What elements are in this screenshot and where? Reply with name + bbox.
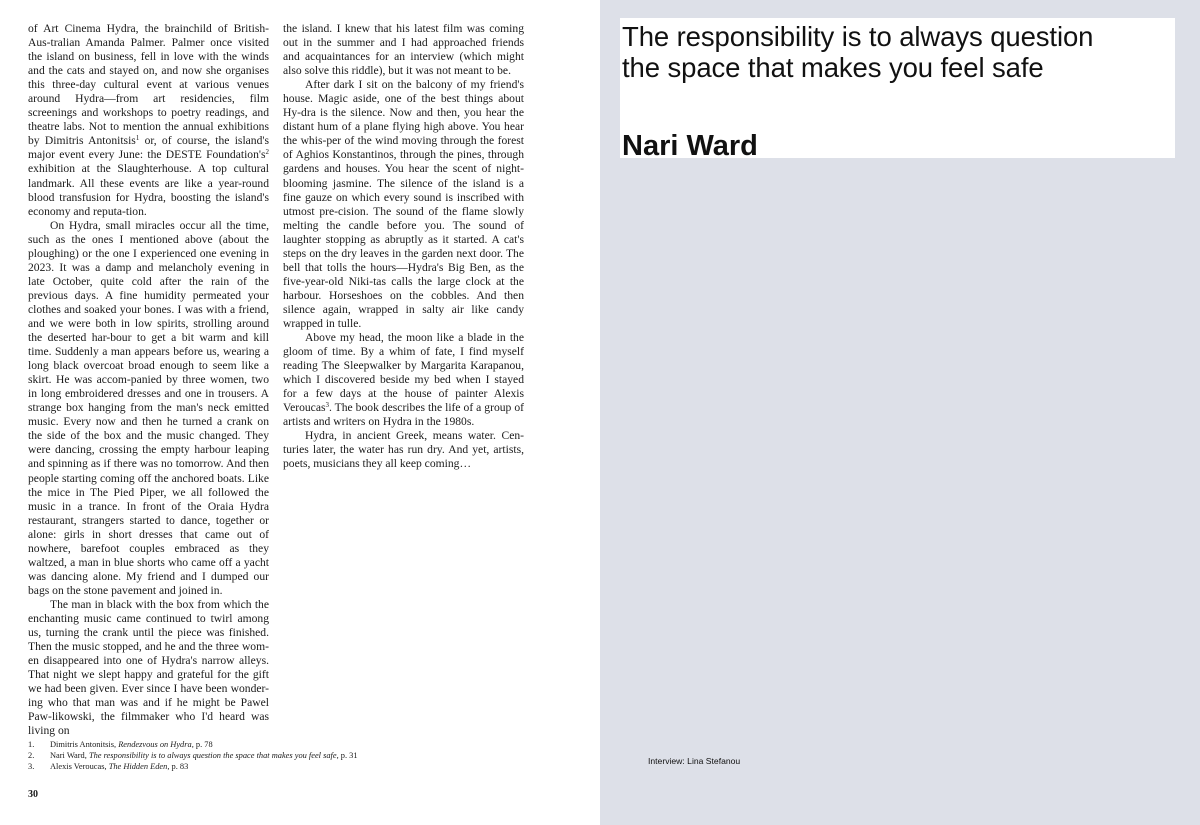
paragraph-text: of Art Cinema Hydra, the brainchild of British-Aus-tralian Amanda Palmer. Palmer once visited the island on business, fell in love with the winds and the cats and stayed on, and now she organises this three-day cultural event at various venues around Hydra—from art residencies, film screenings and workshops to poetry readings, and theatre labs. Not to mention the annual exhibitions by Dimitris Antonitsis xyxy=(28,22,269,148)
footnote-number: 3. xyxy=(28,762,35,771)
article-title xyxy=(622,21,1182,83)
footnote xyxy=(28,739,528,750)
title-line: the space that makes you feel safe xyxy=(622,52,1044,83)
paragraph: the island. I knew that his latest film was coming out in the summer and I had approached friends and acquaintances for an interview (which might also solve this riddle), but it was not meant to be. xyxy=(283,22,524,78)
footnote-text: Alexis Veroucas, The Hidden Eden, p. 83 xyxy=(50,762,189,771)
footnote xyxy=(28,750,528,761)
interview-credit: Interview: Lina Stefanou xyxy=(648,756,741,766)
paragraph-text: or, of course, the island's major event every June: the DESTE Foundation's xyxy=(28,134,269,162)
title-box xyxy=(620,18,1175,162)
text-column-1 xyxy=(28,22,269,738)
footnotes xyxy=(28,739,528,772)
paragraph-text: exhibition at the Slaughterhouse. A top cultural landmark. All these events are like a year-round blood transfusion for Hydra, boosting the island's economy and reputa-tion. xyxy=(28,162,269,218)
right-page xyxy=(600,0,1200,825)
paragraph: Hydra, in ancient Greek, means water. Cen-turies later, the water has run dry. And yet, artists, poets, musicians they all keep coming… xyxy=(283,429,524,471)
footnote-number: 1. xyxy=(28,740,35,749)
footnote-mark: 1 xyxy=(135,134,140,143)
author-name: Nari Ward xyxy=(622,130,758,162)
paragraph xyxy=(283,331,524,429)
title-line: The responsibility is to always question xyxy=(622,21,1094,52)
text-column-2 xyxy=(283,22,524,472)
paragraph xyxy=(28,22,269,219)
paragraph-text: Above my head, the moon like a blade in the gloom of time. By a whim of fate, I find myself reading The Sleepwalker by Margarita Karapanou, which I discovered beside my bed when I stayed for a few days at the house of painter Alexis Veroucas xyxy=(283,331,524,415)
paragraph: After dark I sit on the balcony of my friend's house. Magic aside, one of the best things about Hy-dra is the silence. Now and then, you hear the distant hum of a plane flying high above. You hear the whis-per of the wind moving through the forest of Aghios Konstantinos, through the pines, through gardens and houses. You hear the scent of night-blooming jasmine. The silence of the island is a fine gauze on which every sound is inscribed with utmost pre-cision. The sound of the flame slowly melting the candle before you. The sound of laughter stopping as abruptly as it started. A cat's steps on the dry leaves in the garden next door. The bell that tolls the hours—Hydra's Big Ben, as the five-year-old Niki-tas calls the large clock at the harbour. Horseshoes on the cobbles. And then silence again, wrapped in salty air like candy wrapped in tulle. xyxy=(283,78,524,330)
paragraph: On Hydra, small miracles occur all the time, such as the ones I mentioned above (about the ploughing) or the one I experienced one evening in 2023. It was a damp and melancholy evening in late October, quite cold after the rain of the previous days. A fine humidity permeated your clothes and soaked your bones. I was with a friend, and we were both in low spirits, strolling around the deserted har-bour to get a bit warm and kill time. Suddenly a man appears before us, wearing a long black overcoat broad enough to seem like a skirt. He was accom-panied by three women, two in long embroidered dresses and one in trousers. A strange box hanging from the man's neck emitted music. Every now and then he turned a crank on the side of the box and the music changed. They were dancing, crossing the empty harbour leaping and spinning as if there was no tomorrow. And then people starting coming off the anchored boats. Like the mice in The Pied Piper, we all followed the music in a trance. In front of the Oraia Hydra restaurant, strangers started to dance, together or alone: girls in short dresses that came out of nowhere, barefoot couples embraced as they waltzed, a man in blue shorts who came off a yacht was dancing alone. My friend and I dumped our bags on the stone pavement and joined in. xyxy=(28,218,269,597)
footnote-mark: 2 xyxy=(265,148,269,157)
paragraph-text: . The book describes the life of a group of artists and writers on Hydra in the 1980s. xyxy=(283,401,524,429)
footnote-text: Nari Ward, The responsibility is to always question the space that makes you feel safe, p. 31 xyxy=(50,751,358,760)
paragraph: The man in black with the box from which the enchanting music came continued to twirl among us, turning the crank until the piece was finished. Then the music stopped, and he and the three wom-en disappeared into one of Hydra's narrow alleys. That night we slept happy and grateful for the gift we had been given. Ever since I have been wonder-ing who that man was and if he might be Pawel Paw-likowski, the filmmaker who I'd heard was living on xyxy=(28,597,269,738)
footnote xyxy=(28,761,528,772)
footnote-number: 2. xyxy=(28,751,35,760)
footnote-text: Dimitris Antonitsis, Rendezvous on Hydra, p. 78 xyxy=(50,740,213,749)
page-number: 30 xyxy=(28,789,38,800)
footnote-mark: 3 xyxy=(325,401,329,410)
